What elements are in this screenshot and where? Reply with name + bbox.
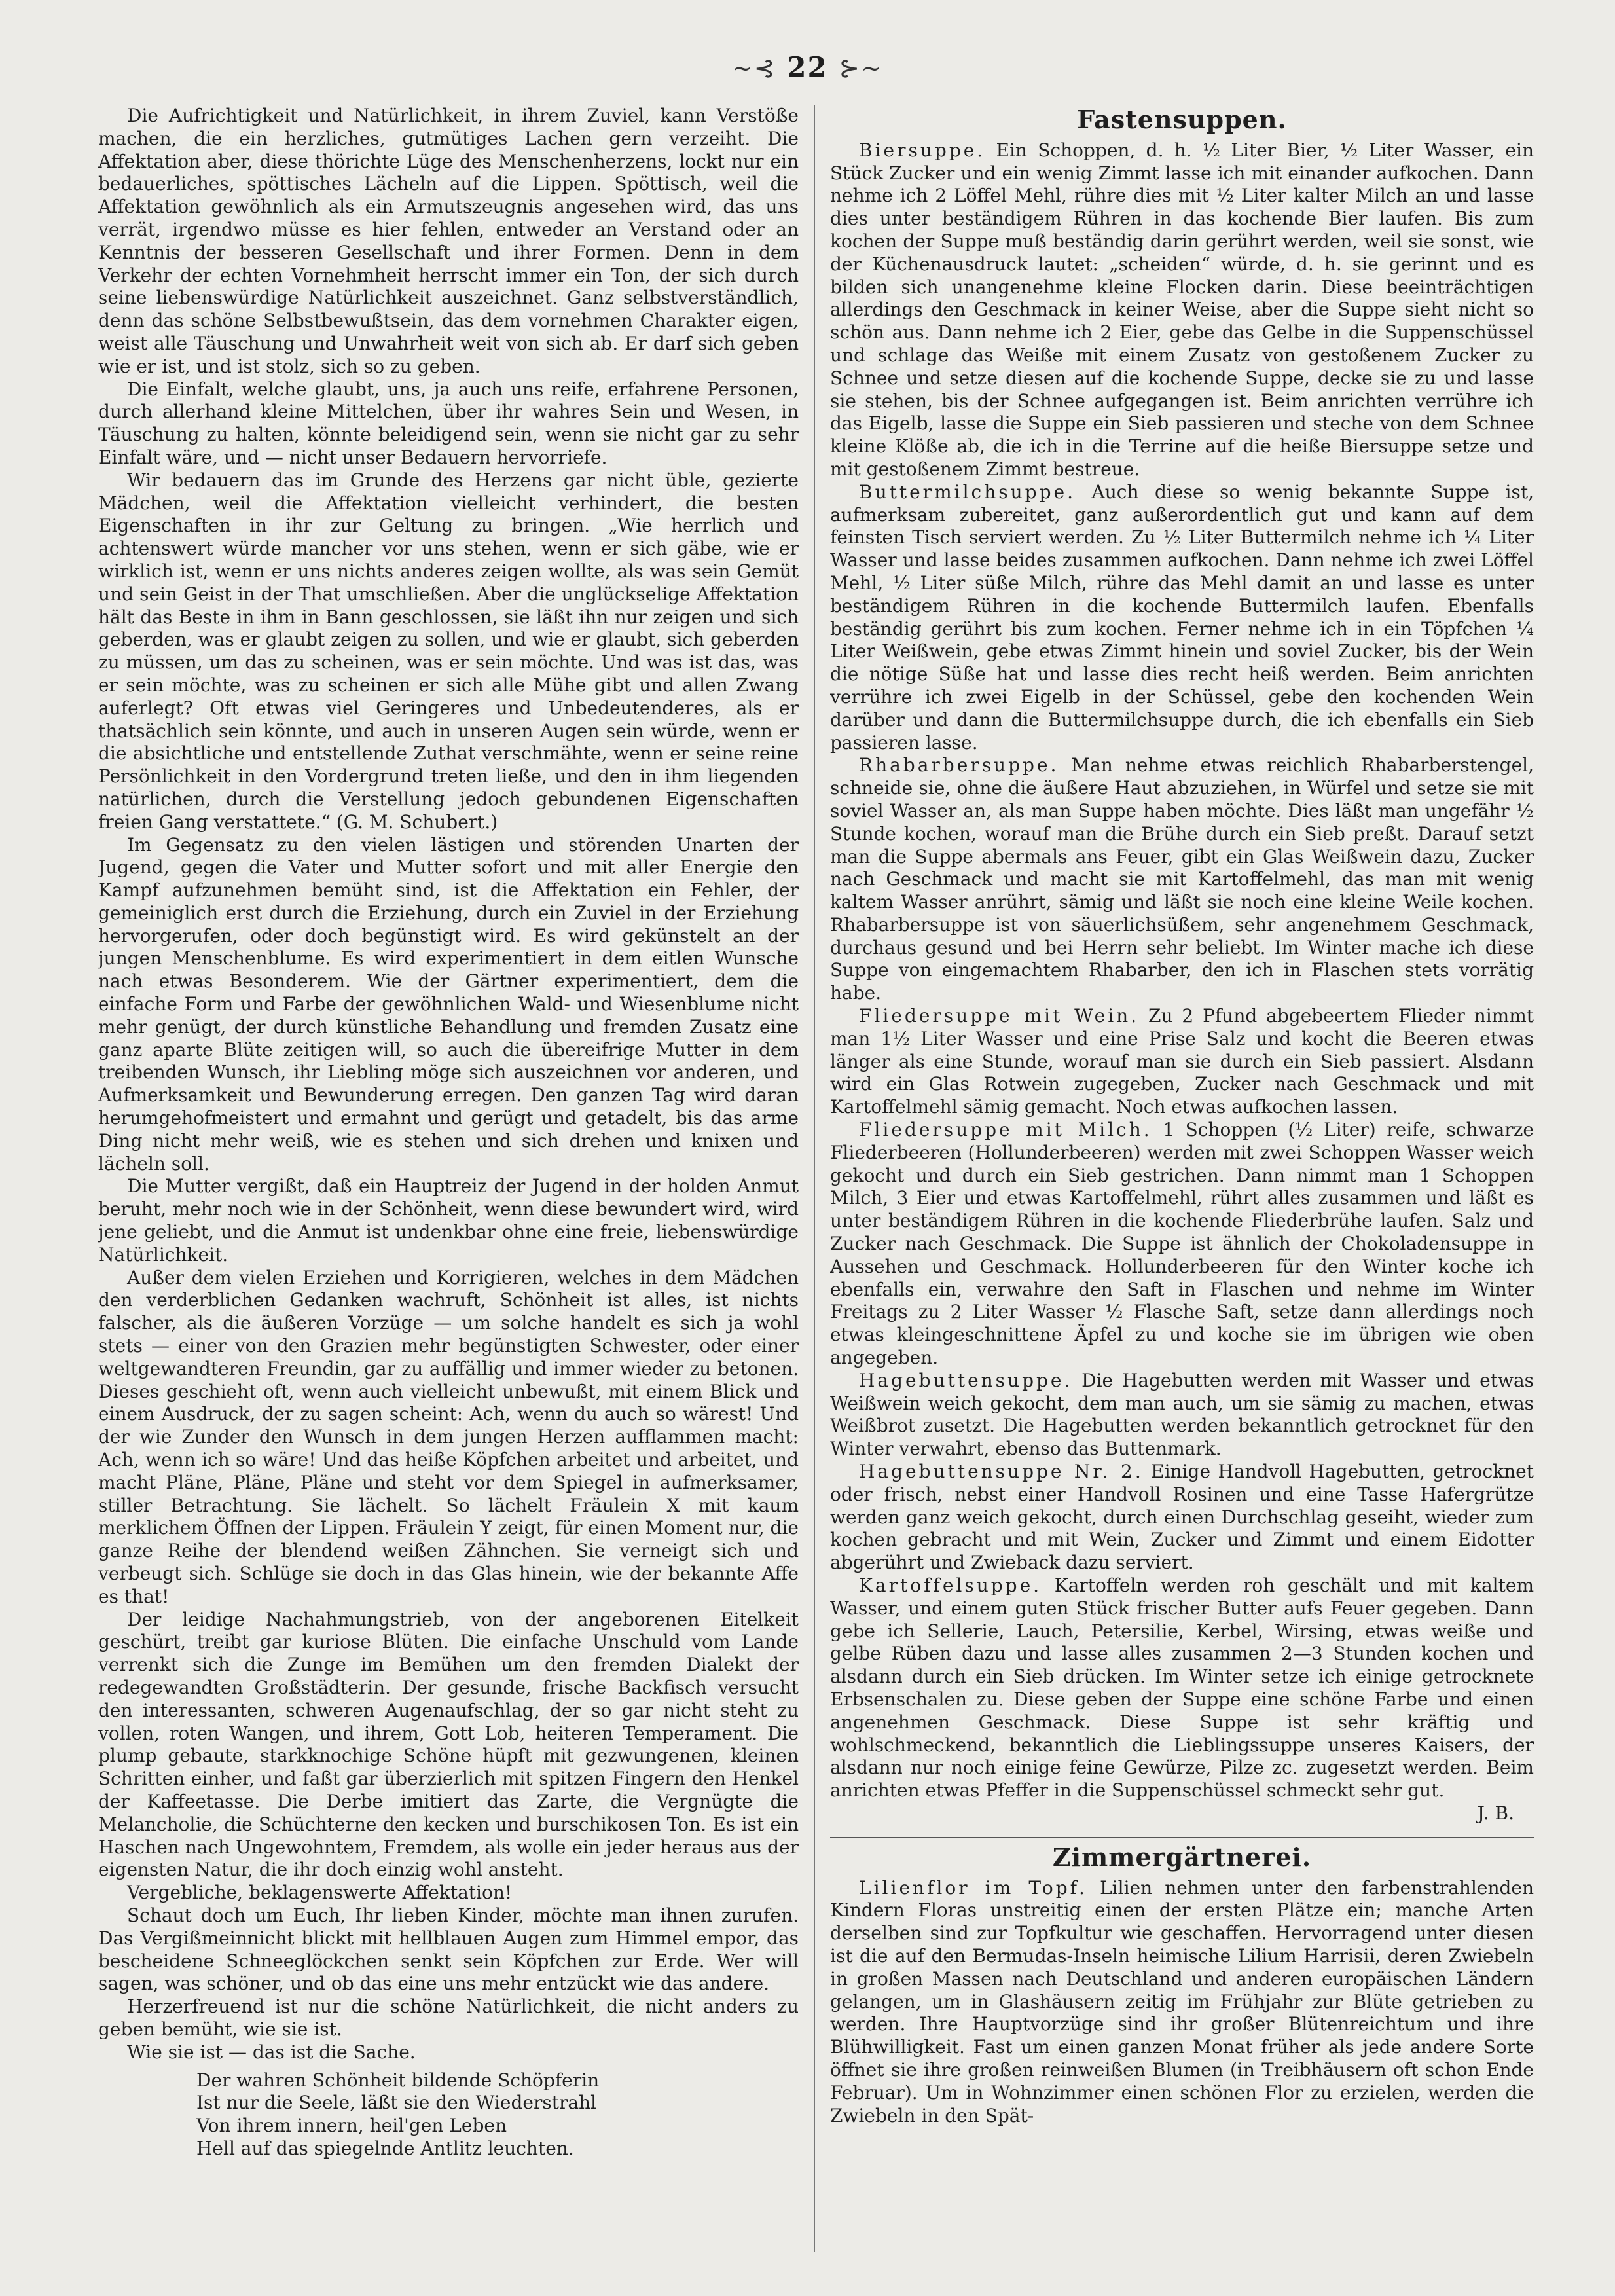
- article-paragraph: Herzerfreuend ist nur die schöne Natürlichkeit, die nicht anders zu geben bemüht, wie sie ist.: [98, 1995, 799, 2040]
- recipe-paragraph: [830, 1370, 1534, 1461]
- recipe-heading: Hagebuttensuppe.: [859, 1369, 1073, 1391]
- poem-line: Hell auf das spiegelnde Antlitz leuchten.: [196, 2137, 574, 2159]
- ornament-left: ~⊰: [731, 54, 776, 82]
- article-paragraph: Schaut doch um Euch, Ihr lieben Kinder, möchte man ihnen zurufen. Das Vergißmeinnicht blickt mit hellblauen Augen zum Himmel empor, das bescheidene Schneeglöckchen senkt sein Köpfchen zur Erde. Wer will sagen, was schöner, und ob das eine uns mehr entzückt wie das andere.: [98, 1904, 799, 1995]
- recipe-heading: Rhabarbersuppe.: [859, 754, 1059, 776]
- recipe-paragraph: [830, 754, 1534, 1005]
- section-title-fastensuppen: Fastensuppen.: [1077, 105, 1287, 134]
- section-title-zimmergaertnerei: Zimmergärtnerei.: [1052, 1842, 1312, 1872]
- poem-line: Von ihrem innern, heil'gen Leben: [196, 2115, 507, 2137]
- article-paragraph: Der leidige Nachahmungstrieb, von der angeborenen Eitelkeit geschürt, treibt gar kuriose Blüten. Die einfache Unschuld vom Lande verrenkt sich die Zunge im Bemühen um den fremden Dialekt der redegewandten Großstädterin. Der gesunde, frische Backfisch versucht den interessanten, schweren Augenaufschlag, der so gar nicht steht zu vollen, roten Wangen, und ihrem, Gott Lob, heiteren Temperament. Die plump gebaute, starkknochige Schöne hüpft mit gezwungenen, kleinen Schritten einher, und faßt gar überzierlich mit spitzen Fingern den Henkel der Kaffeetasse. Die Derbe imitiert das Zarte, die Vergnügte die Melancholie, die Schüchterne den kecken und burschikosen Ton. Es ist ein Haschen nach Ungewohntem, Fremdem, als wolle ein jeder heraus aus der eigensten Natur, die ihr doch einzig wohl ansteht.: [98, 1608, 799, 1881]
- ornament-right: ⊱~: [839, 54, 884, 82]
- poem: [196, 2069, 799, 2160]
- article-paragraph: Die Aufrichtigkeit und Natürlichkeit, in ihrem Zuviel, kann Verstöße machen, die ein herzliches, gutmütiges Lachen gern verzeiht. Die Affektation aber, diese thörichte Lüge des Menschenherzens, lockt nur ein bedauerliches, spöttisches Lächeln auf die Lippen. Spöttisch, weil die Affektation gewöhnlich als ein Armutszeugnis angesehen wird, das uns verrät, irgendwo müsse es hier fehlen, entweder an Verstand oder an Kenntnis der besseren Gesellschaft und ihrer Formen. Denn in dem Verkehr der echten Vornehmheit herrscht immer ein Ton, der sich durch seine liebenswürdige Natürlichkeit auszeichnet. Ganz selbstverständlich, denn das schöne Selbstbewußtsein, das dem vornehmen Charakter eigen, weist alle Täuschung und Unwahrheit weit von sich ab. Er darf sich geben wie er ist, und ist stolz, sich so zu geben.: [98, 105, 799, 377]
- article-text: Lilien nehmen unter den farbenstrahlenden Kindern Floras unstreitig einen der ersten Plätze ein; manche Arten derselben sind zur Topfkultur wie geschaffen. Hervorragend unter diesen ist die auf den Bermudas-Inseln heimische Lilium Harrisii, deren Zwiebeln in großen Massen nach Deutschland und anderen europäischen Ländern gelangen, um in Glashäusern zeitig im Frühjahr zur Blüte getrieben zu werden. Ihre Hauptvorzüge sind ihr großer Blütenreichtum und ihre Blühwilligkeit. Fast um einen ganzen Monat früher als jede andere Sorte öffnet sie ihre großen reinweißen Blumen (in Treibhäusern oft schon Ende Februar). Um in Wohnzimmer einen schönen Flor zu erzielen, werden die Zwiebeln in den Spät-: [830, 1876, 1534, 2126]
- poem-line: Der wahren Schönheit bildende Schöpferin: [196, 2069, 600, 2091]
- recipe-text: Auch diese so wenig bekannte Suppe ist, aufmerksam zubereitet, ganz außerordentlich gut und kann auf dem feinsten Tisch serviert werden. Zu ½ Liter Buttermilch nehme ich ¼ Liter Wasser und lasse beides zusammen aufkochen. Dann nehme ich zwei Löffel Mehl, ½ Liter süße Milch, rühre das Mehl damit an und lasse es unter beständigem Rühren in die kochende Buttermilch laufen. Ebenfalls beständig gerührt bis zum kochen. Ferner nehme ich in ein Töpfchen ¼ Liter Weißwein, gebe etwas Zimmt hinein und soviel Zucker, bis der Wein die nötige Süße hat und lasse dies recht heiß werden. Beim anrichten verrühre ich zwei Eigelb in der Schüssel, gebe den kochenden Wein darüber und dann die Buttermilchsuppe durch, die ich ebenfalls ein Sieb passieren lasse.: [830, 481, 1534, 754]
- recipe-paragraph: [830, 1119, 1534, 1370]
- recipe-text: Man nehme etwas reichlich Rhabarberstengel, schneide sie, ohne die äußere Haut abzuziehen, in Würfel und setze sie mit soviel Wasser an, als man Suppe haben möchte. Dies läßt man ungefähr ½ Stunde kochen, worauf man die Brühe durch ein Sieb preßt. Darauf setzt man die Suppe abermals ans Feuer, gibt ein Glas Weißwein dazu, Zucker nach Geschmack und macht sie mit Kartoffelmehl, das man mit wenig kaltem Wasser anrührt, sämig und läßt sie noch eine kleine Weile kochen. Rhabarbersuppe ist von säuerlichsüßem, sehr angenehmem Geschmack, durchaus gesund und bei Herrn sehr beliebt. Im Winter mache ich diese Suppe von eingemachtem Rhabarber, den ich in Flaschen stets vorrätig habe.: [830, 754, 1534, 1004]
- recipe-heading: Biersuppe.: [859, 139, 986, 161]
- recipe-paragraph: [830, 1575, 1534, 1802]
- recipe-paragraph: [830, 1461, 1534, 1575]
- recipe-text: Zu 2 Pfund abgebeertem Flieder nimmt man 1½ Liter Wasser und eine Prise Salz und kocht die Beeren etwas länger als eine Stunde, worauf man sie durch ein Sieb passiert. Alsdann wird ein Glas Rotwein zugegeben, Zucker nach Geschmack und mit Kartoffelmehl sämig gemacht. Noch etwas aufkochen lassen.: [830, 1005, 1534, 1118]
- recipe-text: Die Hagebutten werden mit Wasser und etwas Weißwein weich gekocht, dem man auch, um sie sämig zu machen, etwas Weißbrot zusetzt. Die Hagebutten werden bekanntlich getrocknet für den Winter verwahrt, ebenso das Buttenmark.: [830, 1369, 1534, 1460]
- author-signature: J. B.: [1477, 1802, 1514, 1824]
- recipe-heading: Buttermilchsuppe.: [859, 481, 1076, 503]
- article-paragraph: Vergebliche, beklagenswerte Affektation!: [127, 1882, 513, 1904]
- recipe-paragraph: [830, 139, 1534, 481]
- article-paragraph: [830, 1877, 1534, 2128]
- recipe-heading: Fliedersuppe mit Milch.: [859, 1119, 1152, 1141]
- article-paragraph: Im Gegensatz zu den vielen lästigen und störenden Unarten der Jugend, gegen die Vater und Mutter sofort und mit aller Energie den Kampf aufzunehmen bemüht sind, ist die Affektation ein Fehler, der gemeiniglich erst durch die Erziehung, durch ein Zuviel in der Erziehung hervorgerufen, oder doch begünstigt wird. Es wird gekünstelt an der jungen Menschenblume. Es wird experimentiert in dem eitlen Wunsche nach etwas Besonderem. Wie der Gärtner experimentiert, dem die einfache Form und Farbe der gewöhnlichen Wald- und Wiesenblume nicht mehr genügt, der durch künstliche Behandlung und fremden Zusatz eine ganz aparte Blüte zeitigen will, so auch die übereifrige Mutter in dem treibenden Wunsch, ihr Liebling möge sich auszeichnen vor anderen, und Aufmerksamkeit und Bewunderung erregen. Den ganzen Tag wird daran herumgehofmeistert und ermahnt und gerügt und getadelt, bis das arme Ding nicht mehr weiß, wie es stehen und sich drehen und knixen und lächeln soll.: [98, 833, 799, 1175]
- recipe-text: Kartoffeln werden roh geschält und mit kaltem Wasser, und einem guten Stück frischer Butter aufs Feuer gegeben. Dann gebe ich Sellerie, Lauch, Petersilie, Kerbel, Wirsing, etwas weiße und gelbe Rüben dazu und lasse alles zusammen 2—3 Stunden kochen und alsdann durch ein Sieb drücken. Im Winter setze ich einige getrocknete Erbsenschalen zu. Diese geben der Suppe eine schöne Farbe und einen angenehmen Geschmack. Diese Suppe ist sehr kräftig und wohlschmeckend, bekanntlich die Lieblingssuppe unseres Kaisers, der alsdann nur noch einige feine Gewürze, Pilze zc. zugesetzt werden. Beim anrichten etwas Pfeffer in die Suppenschüssel schmeckt sehr gut.: [830, 1575, 1534, 1802]
- recipe-paragraph: [830, 1005, 1534, 1119]
- recipe-text: 1 Schoppen (½ Liter) reife, schwarze Fliederbeeren (Hollunderbeeren) werden mit zwei Schoppen Wasser weich gekocht und durch ein Sieb gestrichen. Dann nimmt man 1 Schoppen Milch, 3 Eier und etwas Kartoffelmehl, rührt alles zusammen und läßt es unter beständigem Rühren in die kochende Fliederbrühe laufen. Salz und Zucker nach Geschmack. Die Suppe ist ähnlich der Chokoladensuppe in Aussehen und Geschmack. Hollunderbeeren für den Winter koche ich ebenfalls ein, verwahre den Saft in Flaschen und nehme im Winter Freitags zu 2 Liter Wasser ½ Flasche Saft, setze dann allerdings noch etwas kleingeschnittene Äpfel zu und koche sie im übrigen wie oben angegeben.: [830, 1119, 1534, 1369]
- recipe-heading: Hagebuttensuppe Nr. 2.: [859, 1461, 1144, 1483]
- poem-line: Ist nur die Seele, läßt sie den Wiederstrahl: [196, 2092, 597, 2114]
- article-paragraph: Außer dem vielen Erziehen und Korrigieren, welches in dem Mädchen den verderblichen Gedanken wachruft, Schönheit ist alles, ist nichts falscher, als die äußeren Vorzüge — um solche handelt es sich ja wohl stets — einer von den Grazien mehr begünstigten Schwester, oder einer weltgewandteren Freundin, gar zu auffällig und immer wieder zu betonen. Dieses geschieht oft, wenn auch vielleicht unbewußt, mit einem Blick und einem Ausdruck, der zu sagen scheint: Ach, wenn du auch so wärest! Und der wie Zunder den Wunsch in dem jungen Herzen aufflammen macht: Ach, wenn ich so wäre! Und das heiße Köpfchen arbeitet und arbeitet, und macht Pläne, Pläne, Pläne und steht vor dem Spiegel in aufmerksamer, stiller Betrachtung. Sie lächelt. So lächelt Fräulein X mit kaum merklichem Öffnen der Lippen. Fräulein Y zeigt, für einen Moment nur, die ganze Reihe der blendend weißen Zähnchen. Sie verneigt sich und verbeugt sich. Schlüge sie doch in das Glas hinein, wie der bekannte Affe es that!: [98, 1266, 799, 1607]
- article-paragraph: Wie sie ist — das ist die Sache.: [127, 2041, 416, 2063]
- recipe-heading: Kartoffelsuppe.: [859, 1575, 1042, 1596]
- left-column: [98, 105, 799, 2252]
- recipe-paragraph: [830, 481, 1534, 755]
- section-rule: [830, 1837, 1534, 1838]
- article-heading: Lilienflor im Topf.: [859, 1876, 1087, 1899]
- article-paragraph: Die Mutter vergißt, daß ein Hauptreiz der Jugend in der holden Anmut beruht, mehr noch wie in der Schönheit, wenn diese bewundert wird, wird jene geliebt, und die Anmut ist undenkbar ohne eine freie, liebenswürdige Natürlichkeit.: [98, 1175, 799, 1266]
- right-column: [830, 105, 1534, 2252]
- article-paragraph: Wir bedauern das im Grunde des Herzens gar nicht üble, gezierte Mädchen, weil die Affektation vielleicht verhindert, die besten Eigenschaften in ihr zur Geltung zu bringen. „Wie herrlich und achtenswert würde mancher vor uns stehen, wenn er sich gäbe, wie er wirklich ist, wenn er uns nichts anderes zeigen wollte, als was sein Gemüt und sein Geist in der That umschließen. Aber die unglückselige Affektation hält das Beste in ihm in Bann geschlossen, sie läßt ihn nur zeigen und sich geberden, was er glaubt zeigen zu sollen, und wie er glaubt, sich geberden zu müssen, um das zu scheinen, was er sein möchte. Und was ist das, was er sein möchte, was zu scheinen er sich alle Mühe gibt und allen Zwang auferlegt? Oft etwas viel Geringeres und Unbedeutenderes, als er thatsächlich sein könnte, und auch in unseren Augen sein würde, wenn er die absichtliche und entstellende Zuthat verschmähte, wenn er seine reine Persönlichkeit in den Vordergrund treten ließe, und den in ihm liegenden natürlichen, durch die Verstellung jedoch gebundenen Eigenschaften freien Gang verstattete.“ (G. M. Schubert.): [98, 469, 799, 833]
- column-divider: [814, 105, 815, 2252]
- page-number: 22: [787, 51, 828, 83]
- recipe-text: Ein Schoppen, d. h. ½ Liter Bier, ½ Liter Wasser, ein Stück Zucker und ein wenig Zimmt lasse ich mit einander aufkochen. Dann nehme ich 2 Löffel Mehl, rühre dies mit ½ Liter kalter Milch an und lasse dies unter beständigem Rühren in das kochende Bier laufen. Bis zum kochen der Suppe muß beständig darin gerührt werden, weil sie sonst, wie der Küchenausdruck lautet: „scheiden“ würde, d. h. sie gerinnt und es bilden sich unangenehme kleine Flocken darin. Diese beeinträchtigen allerdings den Geschmack in keiner Weise, aber die Suppe sieht nicht so schön aus. Dann nehme ich 2 Eier, gebe das Gelbe in die Suppenschüssel und schlage das Weiße mit einem Zusatz von gestoßenem Zucker zu Schnee und setze diesen auf die kochende Suppe, decke sie zu und lasse sie stehen, bis der Schnee aufgegangen ist. Beim anrichten verrühre ich das Eigelb, lasse die Suppe ein Sieb passieren und steche von dem Schnee kleine Klöße ab, die ich in die Terrine auf die heiße Biersuppe setze und mit gestoßenem Zimmt bestreue.: [830, 139, 1534, 480]
- recipe-text: Einige Handvoll Hagebutten, getrocknet oder frisch, nebst einer Handvoll Rosinen und eine Tasse Hafergrütze werden ganz weich gekocht, durch einen Durchschlag geseiht, wieder zum kochen gebracht und mit Wein, Zucker und Zimmt und einem Eidotter abgerührt und Zwieback dazu serviert.: [830, 1461, 1534, 1574]
- article-paragraph: Die Einfalt, welche glaubt, uns, ja auch uns reife, erfahrene Personen, durch allerhand kleine Mittelchen, über ihr wahres Sein und Wesen, in Täuschung zu halten, könnte beleidigend sein, wenn sie nicht gar zu sehr Einfalt wäre, und — nicht unser Bedauern hervorriefe.: [98, 378, 799, 468]
- recipe-heading: Fliedersuppe mit Wein.: [859, 1005, 1140, 1027]
- page-header: [0, 51, 1615, 83]
